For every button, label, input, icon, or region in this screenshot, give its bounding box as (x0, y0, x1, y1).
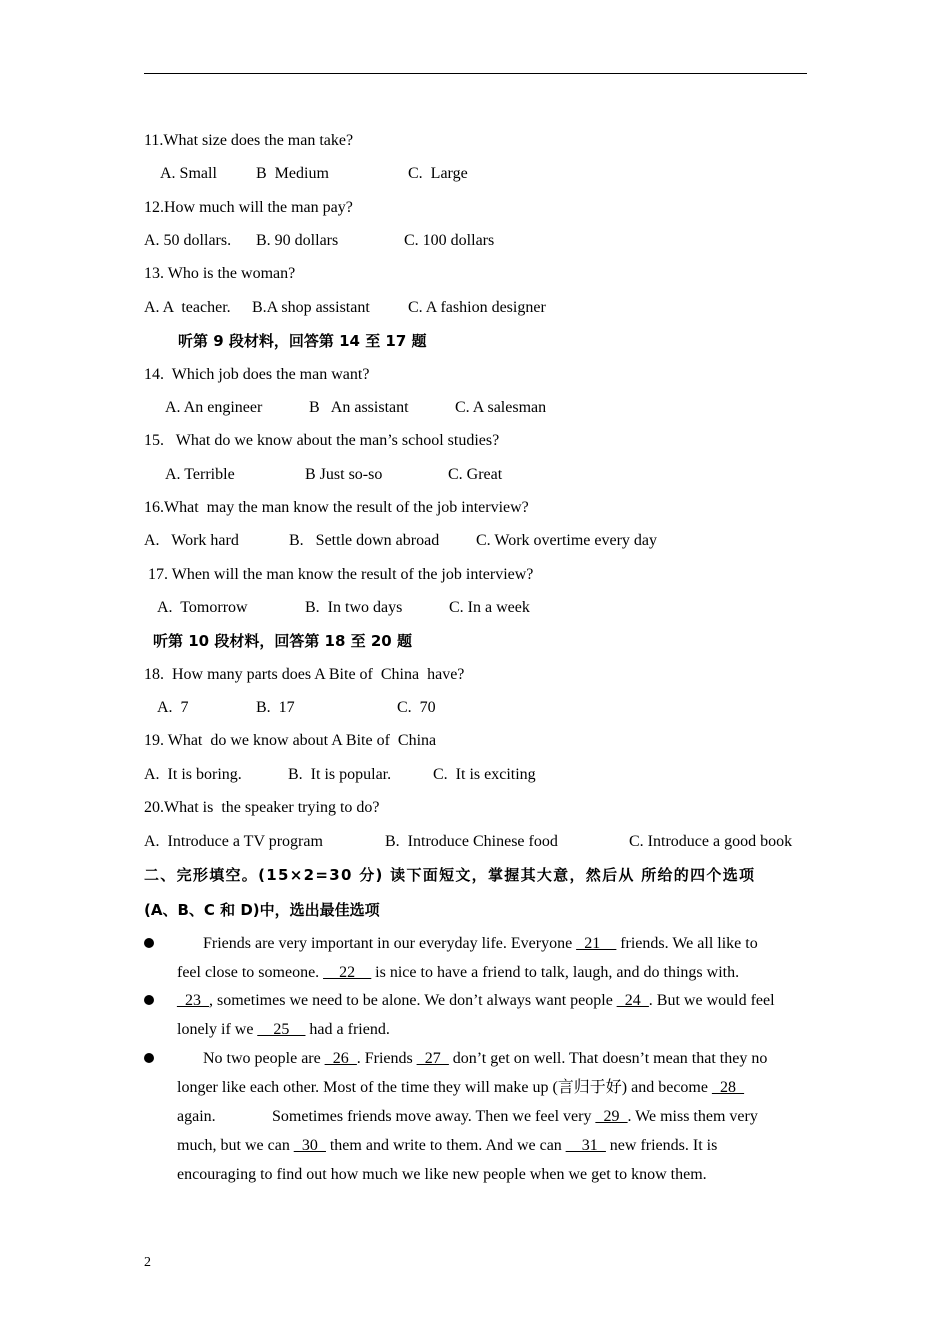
passage-p1-line2: feel close to someone. __22__ is nice to have a friend to talk, laugh, and do things with. (177, 964, 740, 981)
blank-22: __22__ (323, 964, 372, 981)
option-11c: C. Large (408, 165, 468, 182)
passage-p3-line1: No two people are _26_. Friends _27_ don’t get on well. That doesn’t mean that they no (203, 1050, 768, 1067)
question-12: 12.How much will the man pay? (144, 199, 353, 216)
option-15c: C. Great (448, 466, 503, 483)
blank-29: _29_ (595, 1108, 628, 1125)
blank-24: _24_ (616, 992, 649, 1009)
option-12b: B. 90 dollars (256, 232, 339, 249)
blank-30: _30_ (293, 1137, 326, 1154)
option-16c: C. Work overtime every day (476, 532, 658, 549)
page-number: 2 (144, 1255, 151, 1270)
question-17: 17. When will the man know the result of the job interview? (148, 566, 534, 583)
passage-p1-line1: Friends are very important in our everyday life. Everyone _21__ friends. We all like to (203, 935, 758, 952)
passage-p3-line3: again. (177, 1108, 216, 1125)
bullet-1 (144, 938, 154, 948)
section-heading-9: 听第 9 段材料，回答第 14 至 17 题 (178, 332, 427, 350)
bullet-3 (144, 1053, 154, 1063)
passage-p2-line1: _23_, sometimes we need to be alone. We don’t always want people _24_. But we would feel (177, 992, 775, 1009)
blank-23: _23_ (177, 992, 209, 1009)
blank-28: _28_ (711, 1079, 744, 1096)
section-heading-10: 听第 10 段材料，回答第 18 至 20 题 (153, 632, 412, 650)
option-17b: B. In two days (305, 599, 403, 616)
bullet-2 (144, 995, 154, 1005)
question-19: 19. What do we know about A Bite of China (144, 732, 437, 749)
option-20a: A. Introduce a TV program (144, 833, 323, 850)
section2-heading-line2: (A、B、C 和 D)中，选出最佳选项 (144, 901, 380, 919)
question-16: 16.What may the man know the result of the job interview? (144, 499, 529, 516)
question-18: 18. How many parts does A Bite of China have? (144, 666, 465, 683)
passage-p2-line2: lonely if we __25__ had a friend. (177, 1021, 390, 1038)
option-15a: A. Terrible (165, 466, 235, 483)
question-13: 13. Who is the woman? (144, 265, 296, 282)
option-20c: C. Introduce a good book (629, 833, 793, 850)
blank-31: __31_ (565, 1137, 606, 1154)
passage-p3-line2: longer like each other. Most of the time they will make up (言归于好) and become _28_ (177, 1079, 744, 1096)
blank-21: _21__ (576, 935, 617, 952)
question-20: 20.What is the speaker trying to do? (144, 799, 380, 816)
question-15: 15. What do we know about the man’s school studies? (144, 432, 500, 449)
option-13b: B.A shop assistant (252, 299, 370, 316)
passage-p3-line5: encouraging to find out how much we like new people when we get to know them. (177, 1166, 707, 1183)
option-14a: A. An engineer (165, 399, 263, 416)
question-14: 14. Which job does the man want? (144, 366, 370, 383)
option-19a: A. It is boring. (144, 766, 242, 783)
passage-p3-line4: much, but we can _30_ them and write to them. And we can __31_ new friends. It is (177, 1137, 718, 1154)
option-12a: A. 50 dollars. (144, 232, 232, 249)
option-19b: B. It is popular. (288, 766, 392, 783)
option-14c: C. A salesman (455, 399, 547, 416)
option-13a: A. A teacher. (144, 299, 231, 316)
option-18a: A. 7 (157, 699, 189, 716)
option-12c: C. 100 dollars (404, 232, 495, 249)
option-14b: B An assistant (309, 399, 409, 416)
option-11b: B Medium (256, 165, 329, 182)
blank-27: _27_ (416, 1050, 449, 1067)
option-17a: A. Tomorrow (157, 599, 248, 616)
option-18c: C. 70 (397, 699, 436, 716)
header-rule (144, 73, 807, 74)
question-11: 11.What size does the man take? (144, 132, 354, 149)
option-19c: C. It is exciting (433, 766, 536, 783)
option-16b: B. Settle down abroad (289, 532, 440, 549)
option-16a: A. Work hard (144, 532, 239, 549)
blank-26: _26_ (324, 1050, 357, 1067)
section2-heading-line1: 二、完形填空。(15×2=30 分) 读下面短文，掌握其大意，然后从 所给的四个选项 (144, 866, 756, 884)
option-11a: A. Small (160, 165, 217, 182)
blank-25: __25__ (257, 1021, 306, 1038)
option-13c: C. A fashion designer (408, 299, 546, 316)
passage-p3-line3b: Sometimes friends move away. Then we feel very _29_. We miss them very (272, 1108, 758, 1125)
option-17c: C. In a week (449, 599, 530, 616)
option-20b: B. Introduce Chinese food (385, 833, 558, 850)
option-18b: B. 17 (256, 699, 295, 716)
option-15b: B Just so-so (305, 466, 383, 483)
